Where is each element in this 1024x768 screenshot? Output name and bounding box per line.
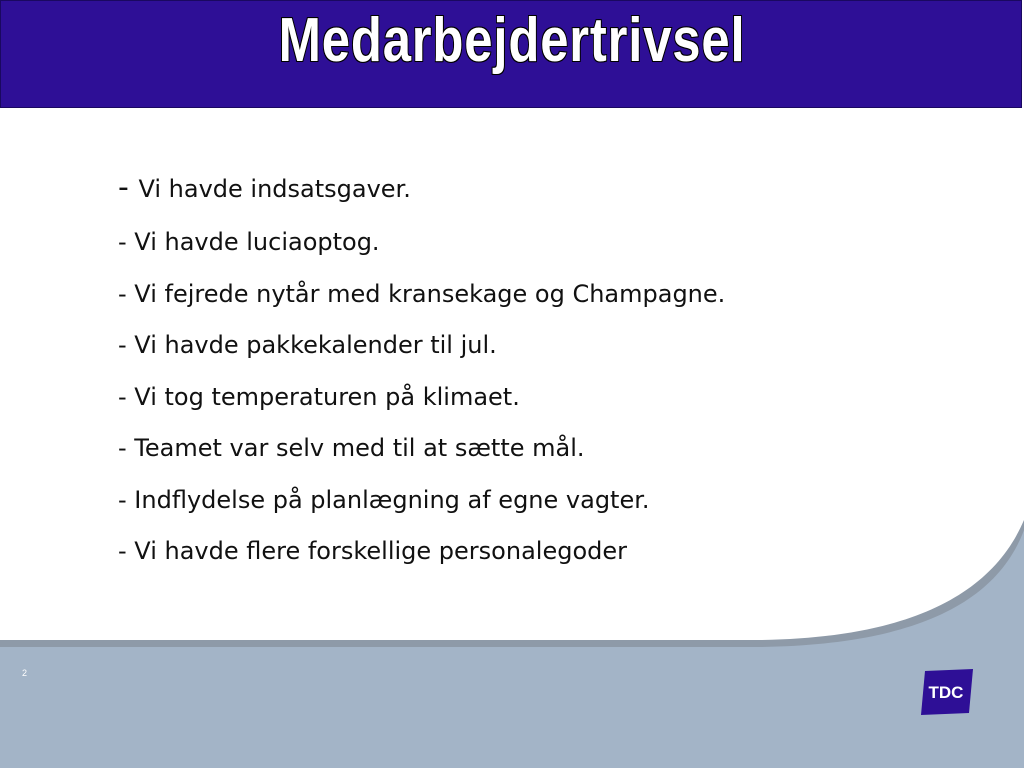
bullet-text: Teamet var selv med til at sætte mål. xyxy=(126,434,585,462)
bullet-dash: - xyxy=(118,382,127,411)
bullet-item xyxy=(118,274,725,326)
bullet-dash: - xyxy=(118,170,129,205)
bullet-item xyxy=(118,325,725,377)
bullet-dash: - xyxy=(118,228,127,256)
bullet-item xyxy=(118,222,725,274)
bullet-dash: - xyxy=(118,485,127,514)
bullet-item xyxy=(118,168,725,222)
bullet-text: Vi havde luciaoptog. xyxy=(126,228,380,256)
title-bar xyxy=(0,0,1022,108)
tdc-logo xyxy=(919,669,975,715)
bullet-dash: - xyxy=(118,434,127,462)
tdc-logo-text: TDC xyxy=(928,683,964,702)
bullet-text: Vi havde pakkekalender til jul. xyxy=(126,331,497,359)
bullet-item xyxy=(118,531,725,583)
bullet-item xyxy=(118,428,725,480)
bullet-dash: - xyxy=(118,331,127,359)
bullet-text: Vi havde indsatsgaver. xyxy=(130,175,411,203)
bullet-item xyxy=(118,480,725,532)
bullet-item xyxy=(118,377,725,429)
bullet-text: Vi fejrede nytår med kransekage og Champagne. xyxy=(126,279,726,308)
bullet-text: Indflydelse på planlægning af egne vagter. xyxy=(126,485,650,514)
bullet-dash: - xyxy=(118,279,127,308)
bullet-text: Vi tog temperaturen på klimaet. xyxy=(126,382,520,411)
bullet-list xyxy=(118,168,725,583)
page-number: 2 xyxy=(22,668,28,678)
slide-title: Medarbejdertrivsel xyxy=(278,6,746,75)
bullet-text: Vi havde flere forskellige personalegoder xyxy=(126,537,627,565)
bullet-dash: - xyxy=(118,537,127,565)
